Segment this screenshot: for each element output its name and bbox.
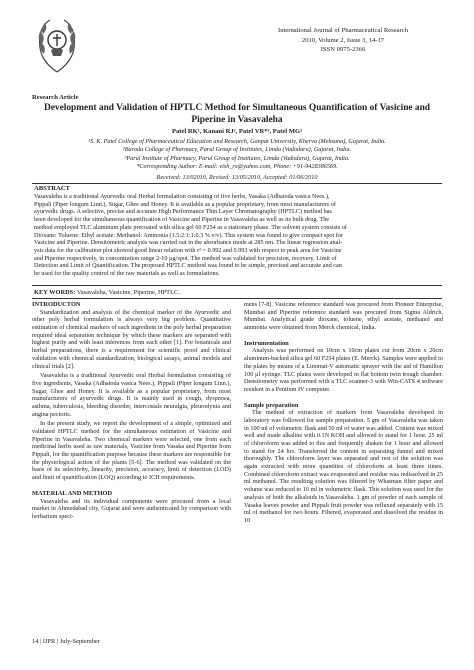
journal-logo (32, 14, 82, 74)
abstract-heading: ABSTRACT (34, 185, 70, 192)
intro-heading: INTRODUCTON (32, 301, 81, 308)
corresponding-author: *Corresponding Author: E-mail: vish_rx@yahoo.com, Phone: +91-9428386569. (136, 162, 338, 170)
abstract-line: been developed for the simultaneous quantification of Vasicine and Piperine in Vasavaleha as well as its bulk drug. The (34, 216, 330, 224)
article-type: Research Article (32, 94, 79, 101)
sample-paragraph: The method of extraction of markers from Vasavaleha developed in laboratory was followed for sample preparation. 5 gm of Vasavaleha was taken in 100 ml of volumetric flask and 50 ml of water was added. Content was mixed well and made alkaline with 0.1N KOH and allowed to stand for 1 hour. 25 ml of chloroform was added to this and frequently shaken for 1 hour and allowed to stand for 24 hrs. Transferred the content in separating funnel and mixed thoroughly. The chloroform layer was separated and rest of the solution was again extracted with more quantities of chloroform at least three times. Combined chloroform extract was evaporated and residue was redissolved in 25 ml methanol. The resulting solution was filtered by Whatman filter paper and volume was reduced to 10 ml in volumetric flask. This solution was used for the analysis of both the alkaloids in Vasavaleha. 1 gm of powder of each sample of Vasaka leaves powder and Pippali fruit powder was refluxed separately with 15 ml of methanol for two hours. Filtered, evaporated and dissolved the residue in 10 (244, 409, 443, 524)
paper-title: Development and Validation of HPTLC Method for Simultaneous Quantification of Vasicine and Piperine in Vasavaleha (43, 103, 431, 125)
affiliation-1: ¹S. K. Patel College of Pharmaceutical Education and Research, Ganpat University, Kherva (Mehsana), Gujarat, India. (88, 138, 386, 145)
received-dates: Received: 13/02010, Revised: 13/05/2010, Accepted: 01/06/2010 (156, 174, 318, 181)
divider-abstract (32, 285, 442, 286)
journal-info (252, 26, 434, 55)
materials-paragraph: Vasavaleha and its individual components were procured from a local market in Ahmedabad city, Gujarat and were authenticated by comparison with herbarium speci- (32, 497, 231, 520)
abstract-line: Detection and Limit of Quantification. The proposed HPTLC method was found to be simple, precised and accurate and can (34, 262, 342, 270)
left-column (32, 301, 231, 523)
journal-issue: 2010, Volume 2, Issue 3, 14-17 (301, 36, 385, 44)
intro-paragraph: Vasavaleha is a traditional Ayurvedic oral Herbal formulation consisting of five ingredients, Vasaka (Adhatoda vasica Nees.), Pippali (Piper longum Linn.), Sugar, Ghee and Honey. It is available as a popular proprietary, from most manufacturers of ayurvedic drugs. It is mainly used in cough, dyspnoea, asthma, tuberculosis, bleeding disorder, intercostals neuralgia, pleurodynia and angina pectoris. (32, 372, 231, 418)
instrumentation-heading: Instrumentation (244, 339, 289, 347)
sample-heading: Sample preparation (244, 401, 299, 409)
page-footer: 14 | IJPR | July-September (32, 638, 100, 645)
continued-paragraph: mens [7-8]. Vasicine reference standard was procured from Pioneer Enterprise, Mumbai and Piperine reference standard was procured from Sigma Aldrich, Mumbai. Analytical grade dioxane, toluene, ethyl acetate, methanol and ammonia were obtained from Merck chemical, India. (244, 301, 443, 332)
intro-paragraph: Standardization and analysis of the chemical marker of the Ayurvedic and other poly herbal formulation is always very big problem. Quantitative estimation of chemical markers of each ingredient in the poly herbal preparation required ideal separation technique by which these markers are separated with highest purity and with least inferences from each other [1]. For botanicals and herbal preparations, there is a requirement for scientific proof and clinical validation with chemical standardization, biological assays, animal models and clinical trials [2]. (32, 308, 231, 370)
abstract-line: ysis data for the calibration plot showed good linear relation with r² = 0.992 and 0.993 with respect to peak area for Vasicine (34, 246, 342, 254)
right-column (244, 301, 443, 527)
divider-top (32, 183, 442, 184)
affiliations (32, 138, 442, 171)
abstract-line: Vasavaleha is a traditional Ayurvedic oral Herbal formulation consisting of five herbs, Vasaka (Adhatoda vasica Nees.), (34, 193, 330, 200)
abstract-line: ayurvedic drugs. A selective, precise and accurate High Performance Thin Layer Chromatography (HPTLC) method has (34, 208, 332, 216)
abstract-line: Pippali (Piper longum Linn.), Sugar, Ghee and Honey. It is available as a popular proprietary, from most manufacturers of (34, 200, 336, 208)
keywords-text: Vasavaleha, Vasicine, Piperine, HPTLC. (76, 289, 180, 296)
abstract-line: method employed TLC aluminum plate precoated with silica gel 60 F254 as a stationary phase. The solvent system consists of (34, 223, 347, 231)
instrumentation-paragraph: Analysis was performed on 10cm x 10cm plates cut from 20cm x 20cm aluminum-backed silica gel 60 F254 plates (E. Merck). Samples were applied to the plates by means of a Linomat-V automatic sprayer with the aid of Hamilton 100 µl syringe. TLC plates were developed in flat bottom twin trough chamber. Densitometry was performed with a TLC scanner-3 with Win-CATS 4 software resident in a Pentium IV computer. (244, 347, 443, 393)
divider-keywords (32, 298, 442, 299)
abstract-line: be used for the quality control of the raw materials as well as formulations. (34, 270, 220, 278)
journal-issn: ISSN 0975-2366 (320, 46, 366, 54)
keywords-label: KEY WORDS: (34, 289, 76, 296)
author-list: Patel RK¹, Kanani RJ², Patel VR*², Patel MG³ (171, 128, 303, 135)
abstract-line: Vasicine and Piperine. Densitometric analysis was carried out in the absorbance mode at 285 nm. The linear regression anal- (34, 239, 343, 247)
affiliation-2: ²Baroda College of Pharmacy, Parul Group of Institutes, Limda (Vadodara), Gujarat, India. (122, 146, 352, 154)
abstract-line: Dioxane: Toluene: Ethyl acetate: Methanol: Ammonia (1.5:2:1:1:0.3 % v/v). This system was found to give compact spot for (34, 231, 343, 239)
abstract-line: and Piperine respectively, in concentration range 2-10 µg/spot. The method was validated for precision, recovery, Limit of (34, 254, 337, 262)
journal-name: International Journal of Pharmaceutical Research (278, 27, 408, 34)
abstract-text (34, 193, 440, 278)
materials-heading: MATERIAL AND METHOD (32, 489, 113, 497)
keywords (34, 289, 180, 296)
affiliation-3: ³Parul Institute of Pharmacy, Parul Group of Institutes, Limda (Vadodara), Gujarat, India. (124, 154, 350, 162)
intro-paragraph: In the present study, we report the development of a simple, optimized and validated HPTLC method for the simultaneous estimation of Vasicine and Piperine in Vasavaleha. Two chemical markers were selected, one from each medicinal herbs used as raw materials, Vasicine from Vasaka and Piperine from Pippali, for the quantification purpose because these markers are responsible for the physiological action of the plants [5-6]. The method was validated on the basis of its selectivity, linearity, precision, accuracy, limit of detection (LOD) and limit of quantification (LOQ) according to ICH requirements. (32, 420, 231, 482)
